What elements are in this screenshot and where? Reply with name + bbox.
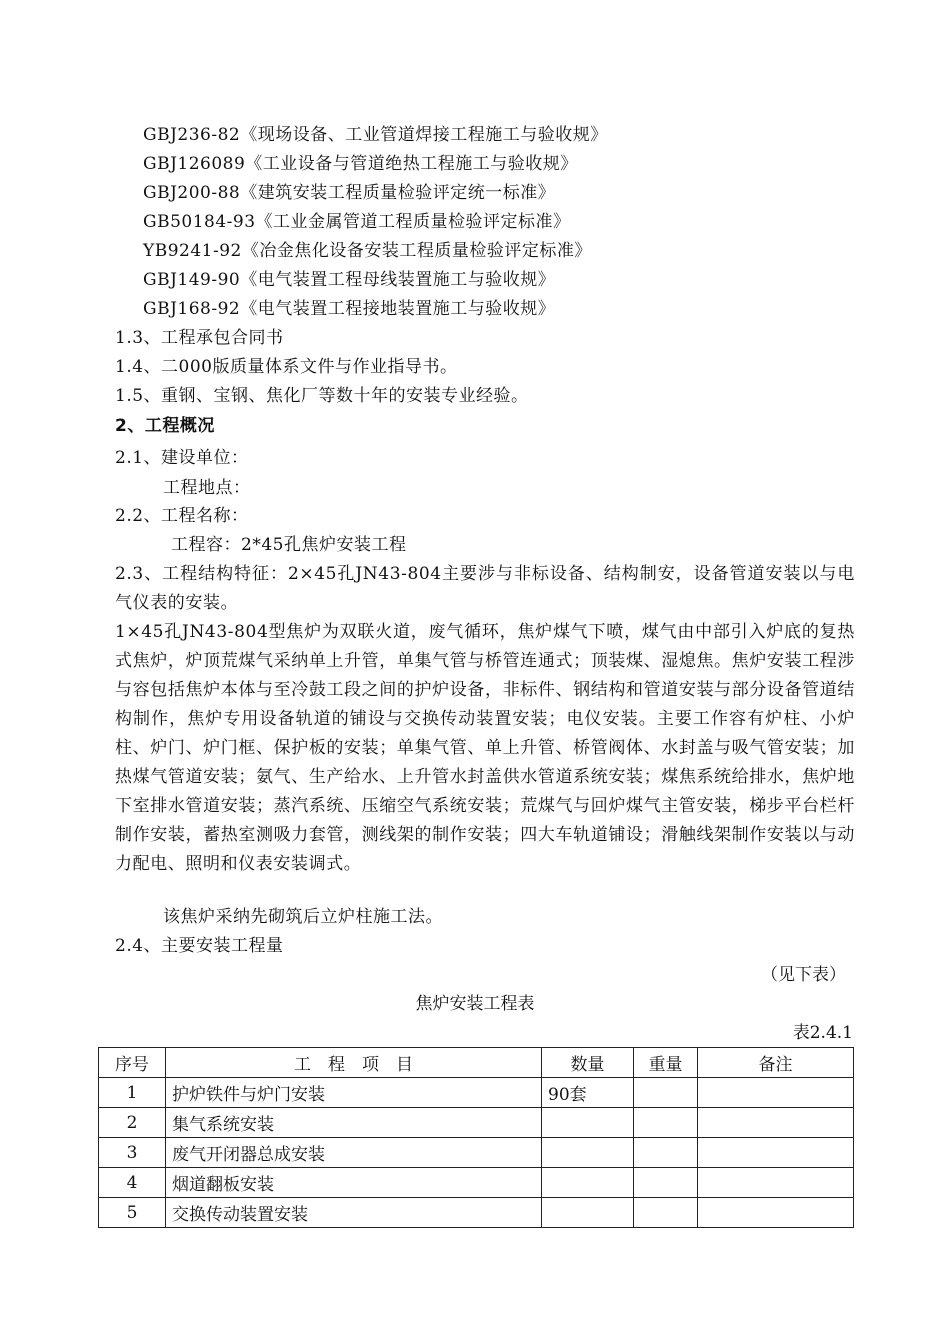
standard-line: GBJ168-92《电气装置工程接地装置施工与验收规》 [143, 299, 556, 319]
table-row [99, 1198, 854, 1228]
structure-description: 1×45孔JN43-804型焦炉为双联火道，废气循环，焦炉煤气下喷，煤气由中部引入炉底的复热式焦炉，炉顶荒煤气采纳单上升管，单集气管与桥管连通式；顶装煤、湿熄焦。焦炉安装工程涉与容包括焦炉本体与至冷鼓工段之间的护炉设备，非标件、钢结构和管道安装与部分设备管道结构制作，焦炉专用设备轨道的铺设与交换传动装置安装；电仪安装。主要工作容有炉柱、小炉柱、炉门、炉门框、保护板的安装；单集气管、单上升管、桥管阀体、水封盖与吸气管安装；加热煤气管道安装；氨气、生产给水、上升管水封盖供水管道系统安装；煤焦系统给排水，焦炉地下室排水管道安装；蒸汽系统、压缩空气系统安装；荒煤气与回炉煤气主管安装，梯步平台栏杆制作安装，蓄热室测吸力套管，测线架的制作安装；四大车轨道铺设；滑触线架制作安装以与动力配电、照明和仪表安装调式。 [115, 622, 855, 874]
row-weight [634, 1138, 698, 1168]
item-2-1: 2.1、建设单位： [115, 448, 249, 468]
item-2-4: 2.4、主要安装工程量 [115, 936, 284, 956]
table-row [99, 1168, 854, 1198]
row-no: 1 [99, 1078, 166, 1108]
see-below-note: （见下表） [761, 965, 846, 985]
standard-line: GB50184-93《工业金属管道工程质量检验评定标准》 [143, 212, 571, 232]
row-qty [542, 1198, 634, 1228]
header-item: 工 程 项 目 [166, 1048, 542, 1078]
table-row [99, 1138, 854, 1168]
standard-line: GBJ126089《工业设备与管道绝热工程施工与验收规》 [143, 154, 578, 174]
table-row [99, 1108, 854, 1138]
row-qty [542, 1168, 634, 1198]
table-row [99, 1078, 854, 1108]
header-no: 序号 [99, 1048, 166, 1078]
row-item: 集气系统安装 [166, 1108, 542, 1138]
construction-method: 该焦炉采纳先砌筑后立炉柱施工法。 [163, 907, 443, 927]
header-qty: 数量 [542, 1048, 634, 1078]
row-qty [542, 1108, 634, 1138]
installation-table [98, 1047, 854, 1228]
row-note [698, 1138, 854, 1168]
row-item: 交换传动装置安装 [166, 1198, 542, 1228]
row-item: 护炉铁件与炉门安装 [166, 1078, 542, 1108]
row-no: 2 [99, 1108, 166, 1138]
basis-item-1-3: 1.3、工程承包合同书 [115, 328, 284, 348]
standard-line: GBJ236-82《现场设备、工业管道焊接工程施工与验收规》 [143, 125, 608, 145]
standard-line: GBJ149-90《电气装置工程母线装置施工与验收规》 [143, 270, 556, 290]
row-item: 废气开闭器总成安装 [166, 1138, 542, 1168]
row-weight [634, 1168, 698, 1198]
basis-item-1-5: 1.5、重钢、宝钢、焦化厂等数十年的安装专业经验。 [115, 386, 529, 406]
section-heading: 2、工程概况 [115, 416, 215, 436]
header-note: 备注 [698, 1048, 854, 1078]
row-qty [542, 1138, 634, 1168]
basis-item-1-4: 1.4、二000版质量体系文件与作业指导书。 [115, 357, 458, 377]
row-weight [634, 1078, 698, 1108]
standard-line: GBJ200-88《建筑安装工程质量检验评定统一标准》 [143, 183, 556, 203]
project-content: 工程容：2*45孔焦炉安装工程 [171, 535, 407, 555]
row-note [698, 1198, 854, 1228]
row-note [698, 1108, 854, 1138]
standard-line: YB9241-92《冶金焦化设备安装工程质量检验评定标准》 [143, 241, 592, 261]
table-number: 表2.4.1 [792, 1023, 853, 1043]
row-no: 5 [99, 1198, 166, 1228]
row-no: 3 [99, 1138, 166, 1168]
row-weight [634, 1108, 698, 1138]
table-header-row [99, 1048, 854, 1078]
row-qty: 90套 [542, 1078, 634, 1108]
row-note [698, 1078, 854, 1108]
structure-features: 2.3、工程结构特征：2×45孔JN43-804主要涉与非标设备、结构制安，设备管道安装以与电气仪表的安装。 [115, 564, 855, 613]
row-item: 烟道翻板安装 [166, 1168, 542, 1198]
table-title: 焦炉安装工程表 [415, 994, 535, 1014]
row-weight [634, 1198, 698, 1228]
row-note [698, 1168, 854, 1198]
header-weight: 重量 [634, 1048, 698, 1078]
item-2-2: 2.2、工程名称： [115, 506, 249, 526]
row-no: 4 [99, 1168, 166, 1198]
project-location: 工程地点： [163, 478, 251, 498]
